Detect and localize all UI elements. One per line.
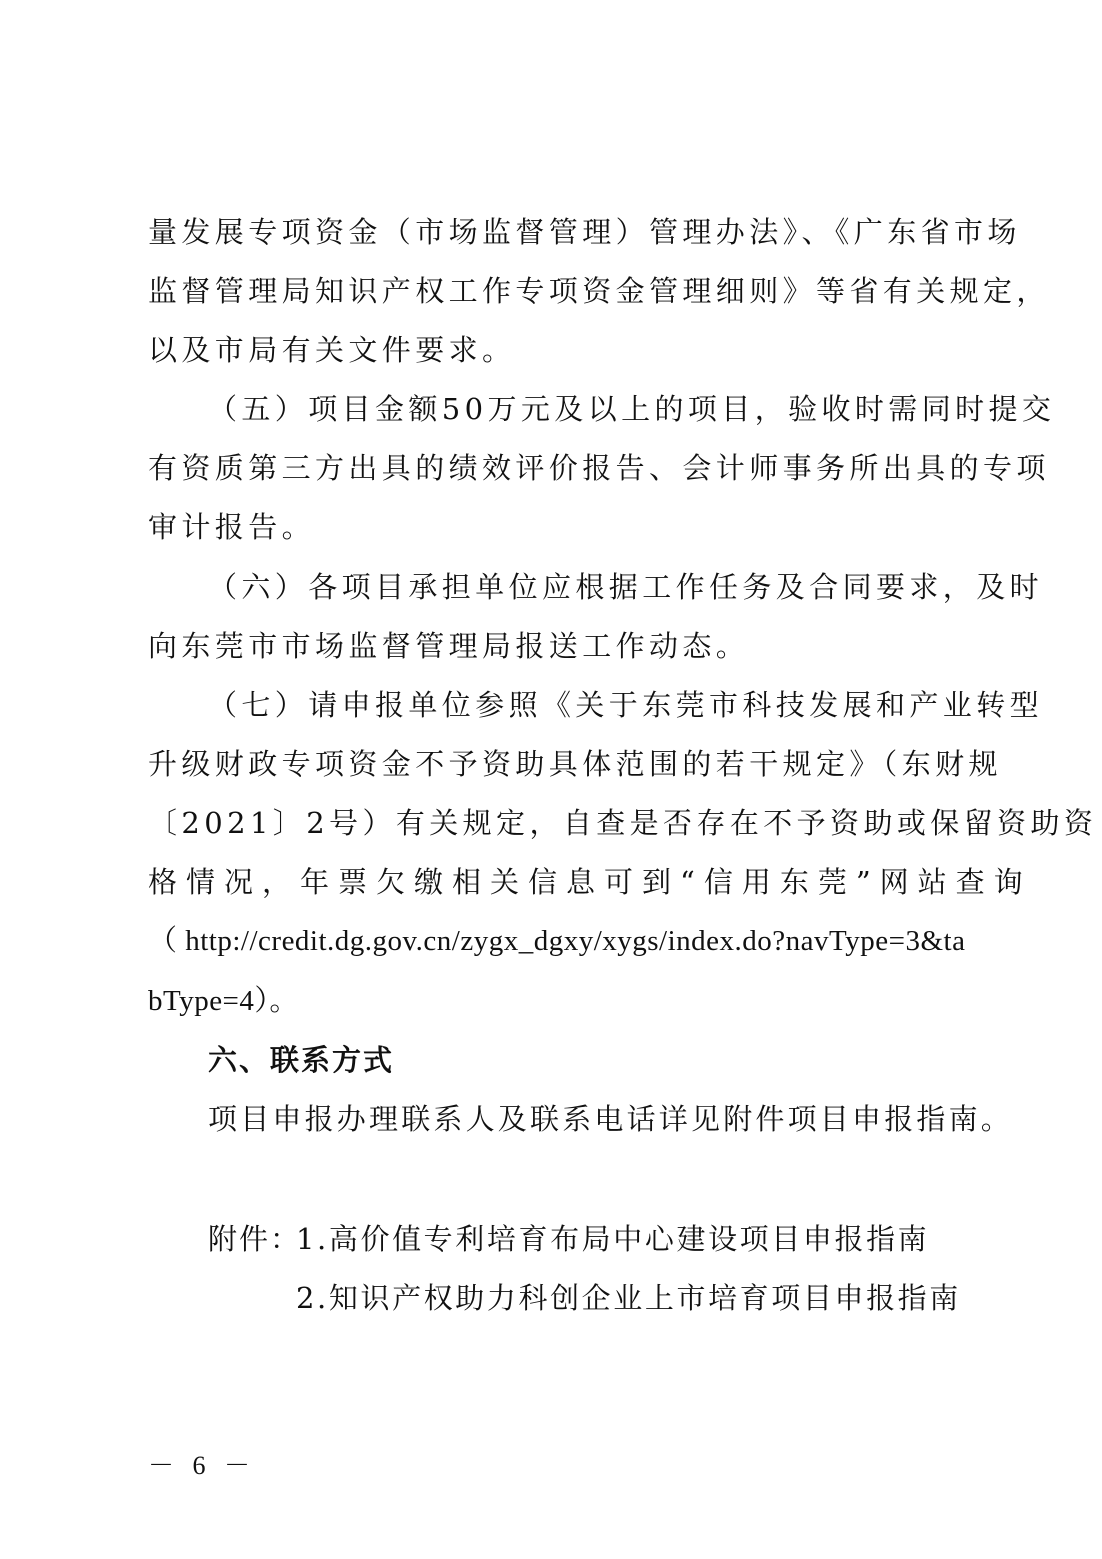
paragraph-line: 审计报告。 (148, 510, 316, 544)
paragraph-line: （六）各项目承担单位应根据工作任务及合同要求，及时 (208, 570, 1044, 604)
paragraph-line: （七）请申报单位参照《关于东莞市科技发展和产业转型 (208, 688, 1044, 722)
paragraph-line: 量发展专项资金（市场监督管理）管理办法》、《广东省市场 (148, 215, 1021, 249)
paragraph-line: 有资质第三方出具的绩效评价报告、会计师事务所出具的专项 (148, 451, 1050, 485)
paragraph-line: 向东莞市市场监督管理局报送工作动态。 (148, 629, 750, 663)
attachment-item: 1.高价值专利培育布局中心建设项目申报指南 (296, 1222, 930, 1256)
paragraph-line: 升级财政专项资金不予资助具体范围的若干规定》（东财规 (148, 747, 1002, 781)
paragraph-line: 监督管理局知识产权工作专项资金管理细则》等省有关规定， (148, 274, 1050, 308)
url-line: （ http://credit.dg.gov.cn/zygx_dgxy/xygs/index.do?navType=3&ta (148, 925, 966, 957)
url-line: bType=4）。 (148, 985, 299, 1017)
section-heading: 六、联系方式 (208, 1043, 395, 1077)
attachments-label: 附件： (208, 1222, 302, 1256)
attachment-item: 2.知识产权助力科创企业上市培育项目申报指南 (296, 1281, 961, 1315)
paragraph-line: 〔2021〕2号）有关规定，自查是否存在不予资助或保留资助资 (148, 806, 1098, 840)
page-number: － 6 － (148, 1451, 257, 1480)
paragraph-line: （五）项目金额50万元及以上的项目，验收时需同时提交 (208, 392, 1056, 426)
paragraph-line: 以及市局有关文件要求。 (148, 333, 516, 367)
section-body: 项目申报办理联系人及联系电话详见附件项目申报指南。 (208, 1102, 1014, 1136)
paragraph-line: 格情况，年票欠缴相关信息可到“信用东莞”网站查询 (148, 865, 1032, 899)
